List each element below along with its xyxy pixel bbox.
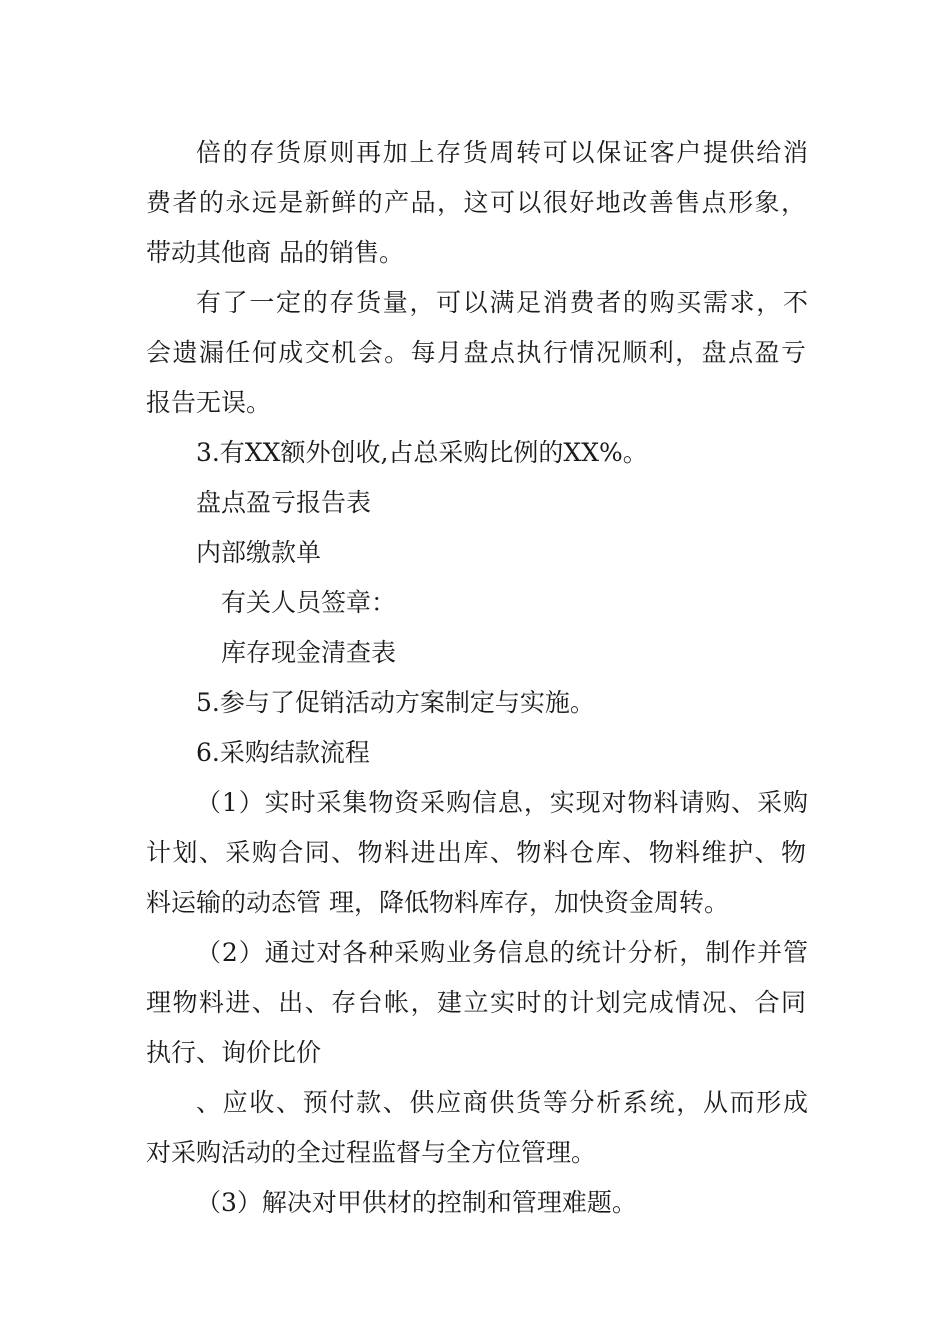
paragraph-line: 带动其他商 品的销售。 [146,238,404,267]
paragraph-line: 计划、采购合同、物料进出库、物料仓库、物料维护、物 [146,838,806,867]
form-title: 内部缴款单 [196,538,322,567]
paragraph-line: 料运输的动态管 理，降低物料库存，加快资金周转。 [146,888,729,917]
list-item: 3.有XX额外创收,占总采购比例的XX%。 [196,438,648,467]
paragraph-line: 有了一定的存货量，可以满足消费者的购买需求，不 [196,288,808,317]
signature-label: 有关人员签章： [221,588,397,617]
paragraph-line: 、应收、预付款、供应商供货等分析系统，从而形成 [196,1088,808,1117]
paragraph-line: （3）解决对甲供材的控制和管理难题。 [196,1188,637,1217]
paragraph-line: （1）实时采集物资采购信息，实现对物料请购、采购 [196,788,808,817]
list-item: 5.参与了促销活动方案制定与实施。 [196,688,595,717]
paragraph-line: 理物料进、出、存台帐，建立实时的计划完成情况、合同 [146,988,806,1017]
paragraph-line: 执行、询价比价 [146,1038,322,1067]
form-title: 库存现金清查表 [221,638,397,667]
paragraph-line: 报告无误。 [146,388,272,417]
paragraph-line: 会遗漏任何成交机会。每月盘点执行情况顺利，盘点盈亏 [146,338,806,367]
paragraph-line: 倍的存货原则再加上存货周转可以保证客户提供给消 [196,138,808,167]
paragraph-line: 费者的永远是新鲜的产品，这可以很好地改善售点形象， [146,188,806,217]
paragraph-line: 对采购活动的全过程监督与全方位管理。 [146,1138,597,1167]
form-title: 盘点盈亏报告表 [196,488,372,517]
paragraph-line: （2）通过对各种采购业务信息的统计分析，制作并管 [196,938,808,967]
list-item: 6.采购结款流程 [196,738,370,767]
